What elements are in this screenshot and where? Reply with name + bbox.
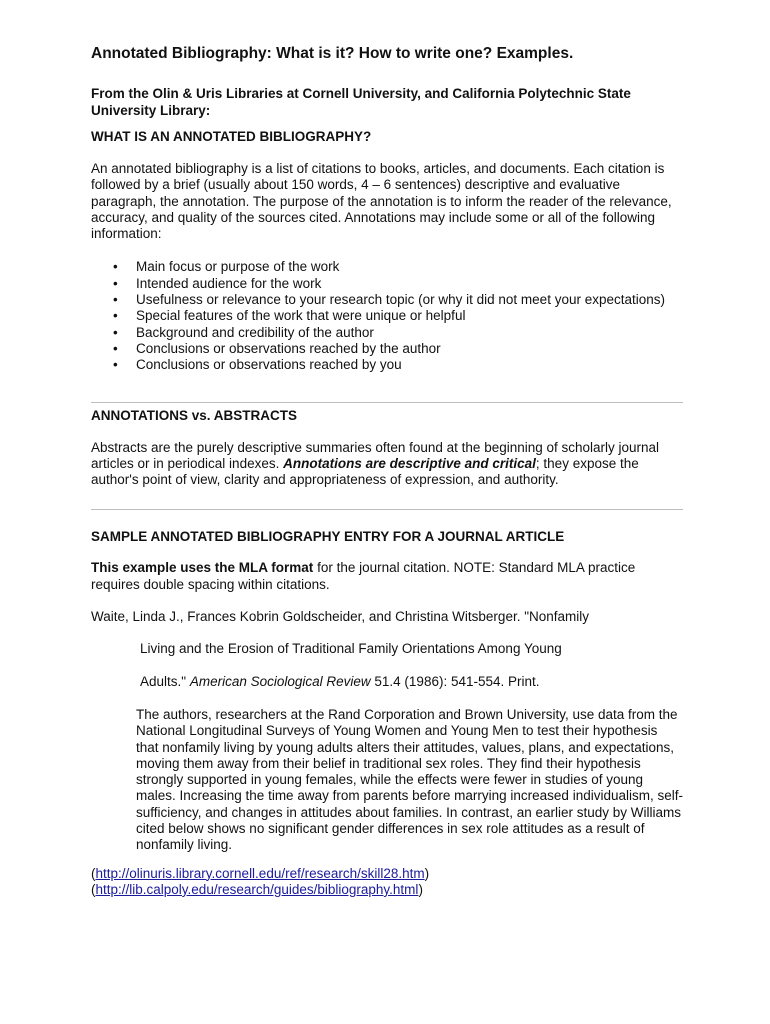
section-divider [91, 402, 683, 403]
bullet-icon: • [113, 340, 118, 356]
cornell-link[interactable]: http://olinuris.library.cornell.edu/ref/research/skill28.htm [95, 865, 425, 881]
bullet-icon: • [113, 324, 118, 340]
bullet-icon: • [113, 259, 118, 275]
section-heading-annotations-vs-abstracts: ANNOTATIONS vs. ABSTRACTS [91, 407, 298, 423]
list-item: • Special features of the work that were unique or helpful [113, 308, 466, 324]
list-item: • Main focus or purpose of the work [113, 259, 340, 275]
list-item: • Usefulness or relevance to your research topic (or why it did not meet your expectations) [113, 292, 665, 308]
bullet-icon: • [113, 275, 118, 291]
section-heading-what-is: WHAT IS AN ANNOTATED BIBLIOGRAPHY? [91, 129, 372, 144]
list-item: • Conclusions or observations reached by you [113, 357, 402, 373]
list-item: • Conclusions or observations reached by the author [113, 340, 441, 356]
annotation-paragraph: The authors, researchers at the Rand Corporation and Brown University, use data from the National Longitudinal Surveys of Young Women and Young Men to test their hypothesis that nonfamily living by young adults alters their attitudes, values, plans, and expectations, moving them away from their belief in traditional sex roles. They find their hypothesis strongly supported in young females, while the effects were fewer in studies of young males. Increasing the time away from parents before marrying increased individualism, self-sufficiency, and changes in attitudes about families. In contrast, an earlier study by Williams cited below shows no significant gender differences in sex role attitudes as a result of nonfamily living. [136, 706, 683, 853]
section-heading-sample-entry: SAMPLE ANNOTATED BIBLIOGRAPHY ENTRY FOR A JOURNAL ARTICLE [91, 529, 565, 545]
section-divider [91, 509, 683, 510]
abstracts-paragraph: Abstracts are the purely descriptive summaries often found at the beginning of scholarly journal articles or in periodical indexes. Annotations are descriptive and critical; they expose the author's point of view, clarity and appropriateness of expression, and authority. [91, 439, 660, 488]
citation-line-2: Living and the Erosion of Traditional Family Orientations Among Young [140, 641, 562, 657]
document-page [91, 44, 683, 898]
source-link-line-1: (http://olinuris.library.cornell.edu/ref/research/skill28.htm) [91, 865, 430, 881]
mla-note: This example uses the MLA format for the journal citation. NOTE: Standard MLA practice requires double spacing within citations. [91, 560, 636, 592]
bullet-icon: • [113, 292, 118, 308]
definition-paragraph: An annotated bibliography is a list of citations to books, articles, and documents. Each citation is followed by a brief (usually about 150 words, 4 – 6 sentences) descriptive and evaluative paragraph, the annotation. The purpose of the annotation is to inform the reader of the relevance, accuracy, and quality of the sources cited. Annotations may include some or all of the following information: [91, 161, 672, 242]
list-item: • Background and credibility of the author [113, 324, 374, 340]
citation-line-3: Adults." American Sociological Review 51.4 (1986): 541-554. Print. [140, 673, 540, 689]
emphasis-text: Annotations are descriptive and critical [283, 455, 536, 471]
source-link-line-2: (http://lib.calpoly.edu/research/guides/bibliography.html) [91, 881, 423, 897]
bullet-icon: • [113, 308, 118, 324]
citation-line-1: Waite, Linda J., Frances Kobrin Goldscheider, and Christina Witsberger. "Nonfamily [91, 609, 590, 625]
document-title: Annotated Bibliography: What is it? How to write one? Examples. [91, 45, 574, 62]
source-note: From the Olin & Uris Libraries at Cornell University, and California Polytechnic State University Library: [91, 86, 631, 118]
bullet-icon: • [113, 357, 118, 373]
calpoly-link[interactable]: http://lib.calpoly.edu/research/guides/bibliography.html [95, 881, 419, 897]
annotation-contents-list [91, 259, 683, 373]
journal-title: American Sociological Review [189, 673, 371, 689]
list-item: • Intended audience for the work [113, 275, 322, 291]
